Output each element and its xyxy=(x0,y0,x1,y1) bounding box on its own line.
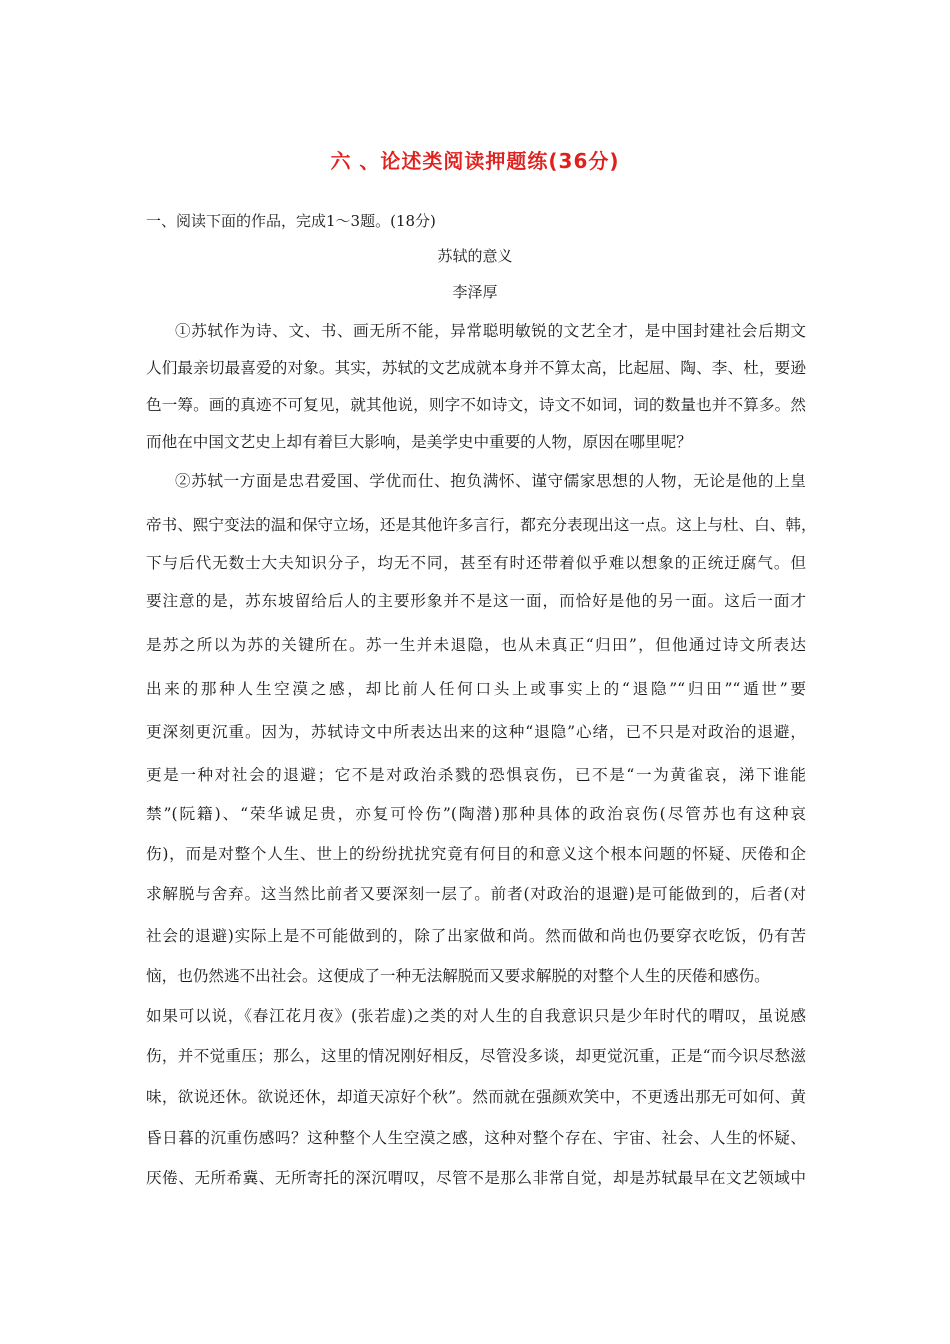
article-author: 李泽厚 xyxy=(452,283,498,301)
text-line: 人们最亲切最喜爱的对象。其实，苏轼的文艺成就本身并不算太高，比起屈、陶、李、杜，要逊 xyxy=(146,359,806,377)
text-line: 色一筹。画的真迹不可复见，就其他说，则字不如诗文，诗文不如词，词的数量也并不算多。然 xyxy=(146,396,806,414)
text-line: 如果可以说，《春江花月夜》(张若虚)之类的对人生的自我意识只是少年时代的喟叹，虽说感 xyxy=(146,1007,806,1025)
text-line: 厌倦、无所希冀、无所寄托的深沉喟叹，尽管不是那么非常自觉，却是苏轼最早在文艺领域中 xyxy=(146,1169,806,1187)
text-line: 禁”(阮籍)、“荣华诚足贵，亦复可怜伤”(陶潜)那种具体的政治哀伤(尽管苏也有这种哀 xyxy=(146,805,806,823)
text-line: 出来的那种人生空漠之感，却比前人任何口头上或事实上的“退隐”“归田”“遁世”要 xyxy=(146,680,806,698)
text-line: 伤，并不觉重压；那么，这里的情况刚好相反，尽管没多谈，却更觉沉重，正是“而今识尽愁滋 xyxy=(146,1047,806,1065)
text-line: 帝书、熙宁变法的温和保守立场，还是其他许多言行，都充分表现出这一点。这上与杜、白、韩， xyxy=(146,516,817,534)
text-line: 而他在中国文艺史上却有着巨大影响，是美学史中重要的人物，原因在哪里呢？ xyxy=(146,433,692,451)
text-line: 下与后代无数士大夫知识分子，均无不同，甚至有时还带着似乎难以想象的正统迂腐气。但 xyxy=(146,554,806,572)
text-line: 社会的退避)实际上是不可能做到的，除了出家做和尚。然而做和尚也仍要穿衣吃饭，仍有苦 xyxy=(146,927,806,945)
text-line: 更是一种对社会的退避；它不是对政治杀戮的恐惧哀伤，已不是“一为黄雀哀，涕下谁能 xyxy=(146,766,806,784)
text-line: 恼，也仍然逃不出社会。这便成了一种无法解脱而又要求解脱的对整个人生的厌倦和感伤。 xyxy=(146,967,770,985)
text-line: 伤)，而是对整个人生、世上的纷纷扰扰究竟有何目的和意义这个根本问题的怀疑、厌倦和企 xyxy=(146,845,806,863)
text-line: 是苏之所以为苏的关键所在。苏一生并未退隐，也从未真正“归田”，但他通过诗文所表达 xyxy=(146,636,806,654)
text-line: 更深刻更沉重。因为，苏轼诗文中所表达出来的这种“退隐”心绪，已不只是对政治的退避， xyxy=(146,723,806,741)
text-line: 求解脱与舍弃。这当然比前者又要深刻一层了。前者(对政治的退避)是可能做到的，后者(对 xyxy=(146,885,806,903)
section-title: 六 、论述类阅读押题练(36分) xyxy=(330,149,620,173)
text-line: ②苏轼一方面是忠君爱国、学优而仕、抱负满怀、谨守儒家思想的人物，无论是他的上皇 xyxy=(175,472,806,490)
text-line: 昏日暮的沉重伤感吗？这种整个人生空漠之感，这种对整个存在、宇宙、社会、人生的怀疑、 xyxy=(146,1129,806,1147)
article-title: 苏轼的意义 xyxy=(437,247,513,265)
text-line: 要注意的是，苏东坡留给后人的主要形象并不是这一面，而恰好是他的另一面。这后一面才 xyxy=(146,592,806,610)
text-line: ①苏轼作为诗、文、书、画无所不能，异常聪明敏锐的文艺全才，是中国封建社会后期文 xyxy=(175,322,806,340)
question-instruction: 一、阅读下面的作品，完成1～3题。(18分) xyxy=(146,212,436,230)
text-line: 味，欲说还休。欲说还休，却道天凉好个秋”。然而就在强颜欢笑中，不更透出那无可如何、黄 xyxy=(146,1088,806,1106)
